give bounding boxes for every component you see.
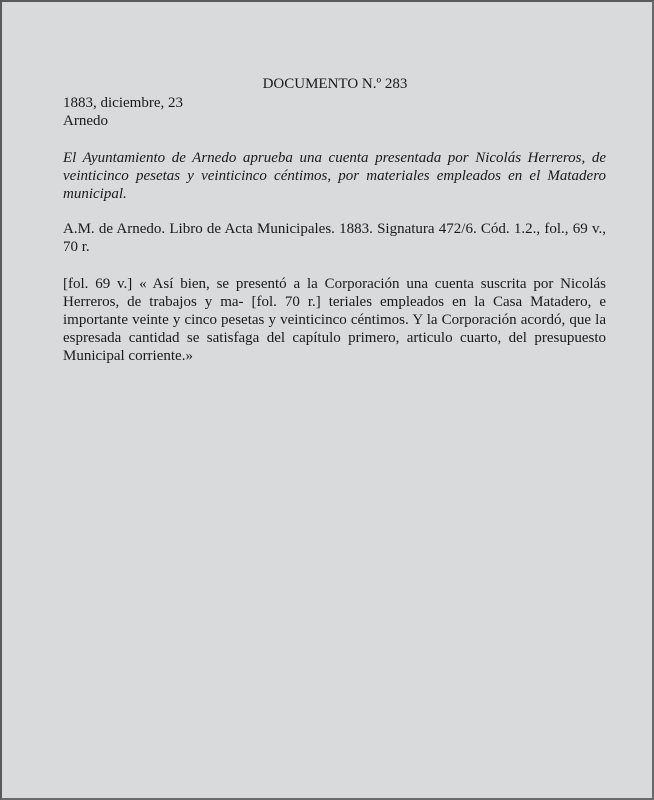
document-place: Arnedo: [63, 113, 108, 129]
document-title: DOCUMENTO N.º 283: [262, 76, 408, 92]
document-date: 1883, diciembre, 23: [63, 95, 183, 111]
document-source-reference: A.M. de Arnedo. Libro de Acta Municipales. 1883. Signatura 472/6. Cód. 1.2., fol., 69 v., 70 r.: [63, 221, 606, 255]
document-content: [63, 94, 606, 365]
document-summary: El Ayuntamiento de Arnedo aprueba una cuenta presentada por Nicolás Herreros, de veinticinco pesetas y veinticinco céntimos, por materiales empleados en el Matadero municipal.: [63, 150, 606, 202]
document-transcription: [fol. 69 v.] « Así bien, se presentó a la Corporación una cuenta suscrita por Nicolás Herreros, de trabajos y ma- [fol. 70 r.] teriales empleados en la Casa Matadero, e importante veinte y cinco pesetas y veinticinco céntimos. Y la Corporación acordó, que la espresada cantidad se satisfaga del capítulo primero, articulo cuarto, del presupuesto Municipal corriente.»: [63, 276, 606, 364]
